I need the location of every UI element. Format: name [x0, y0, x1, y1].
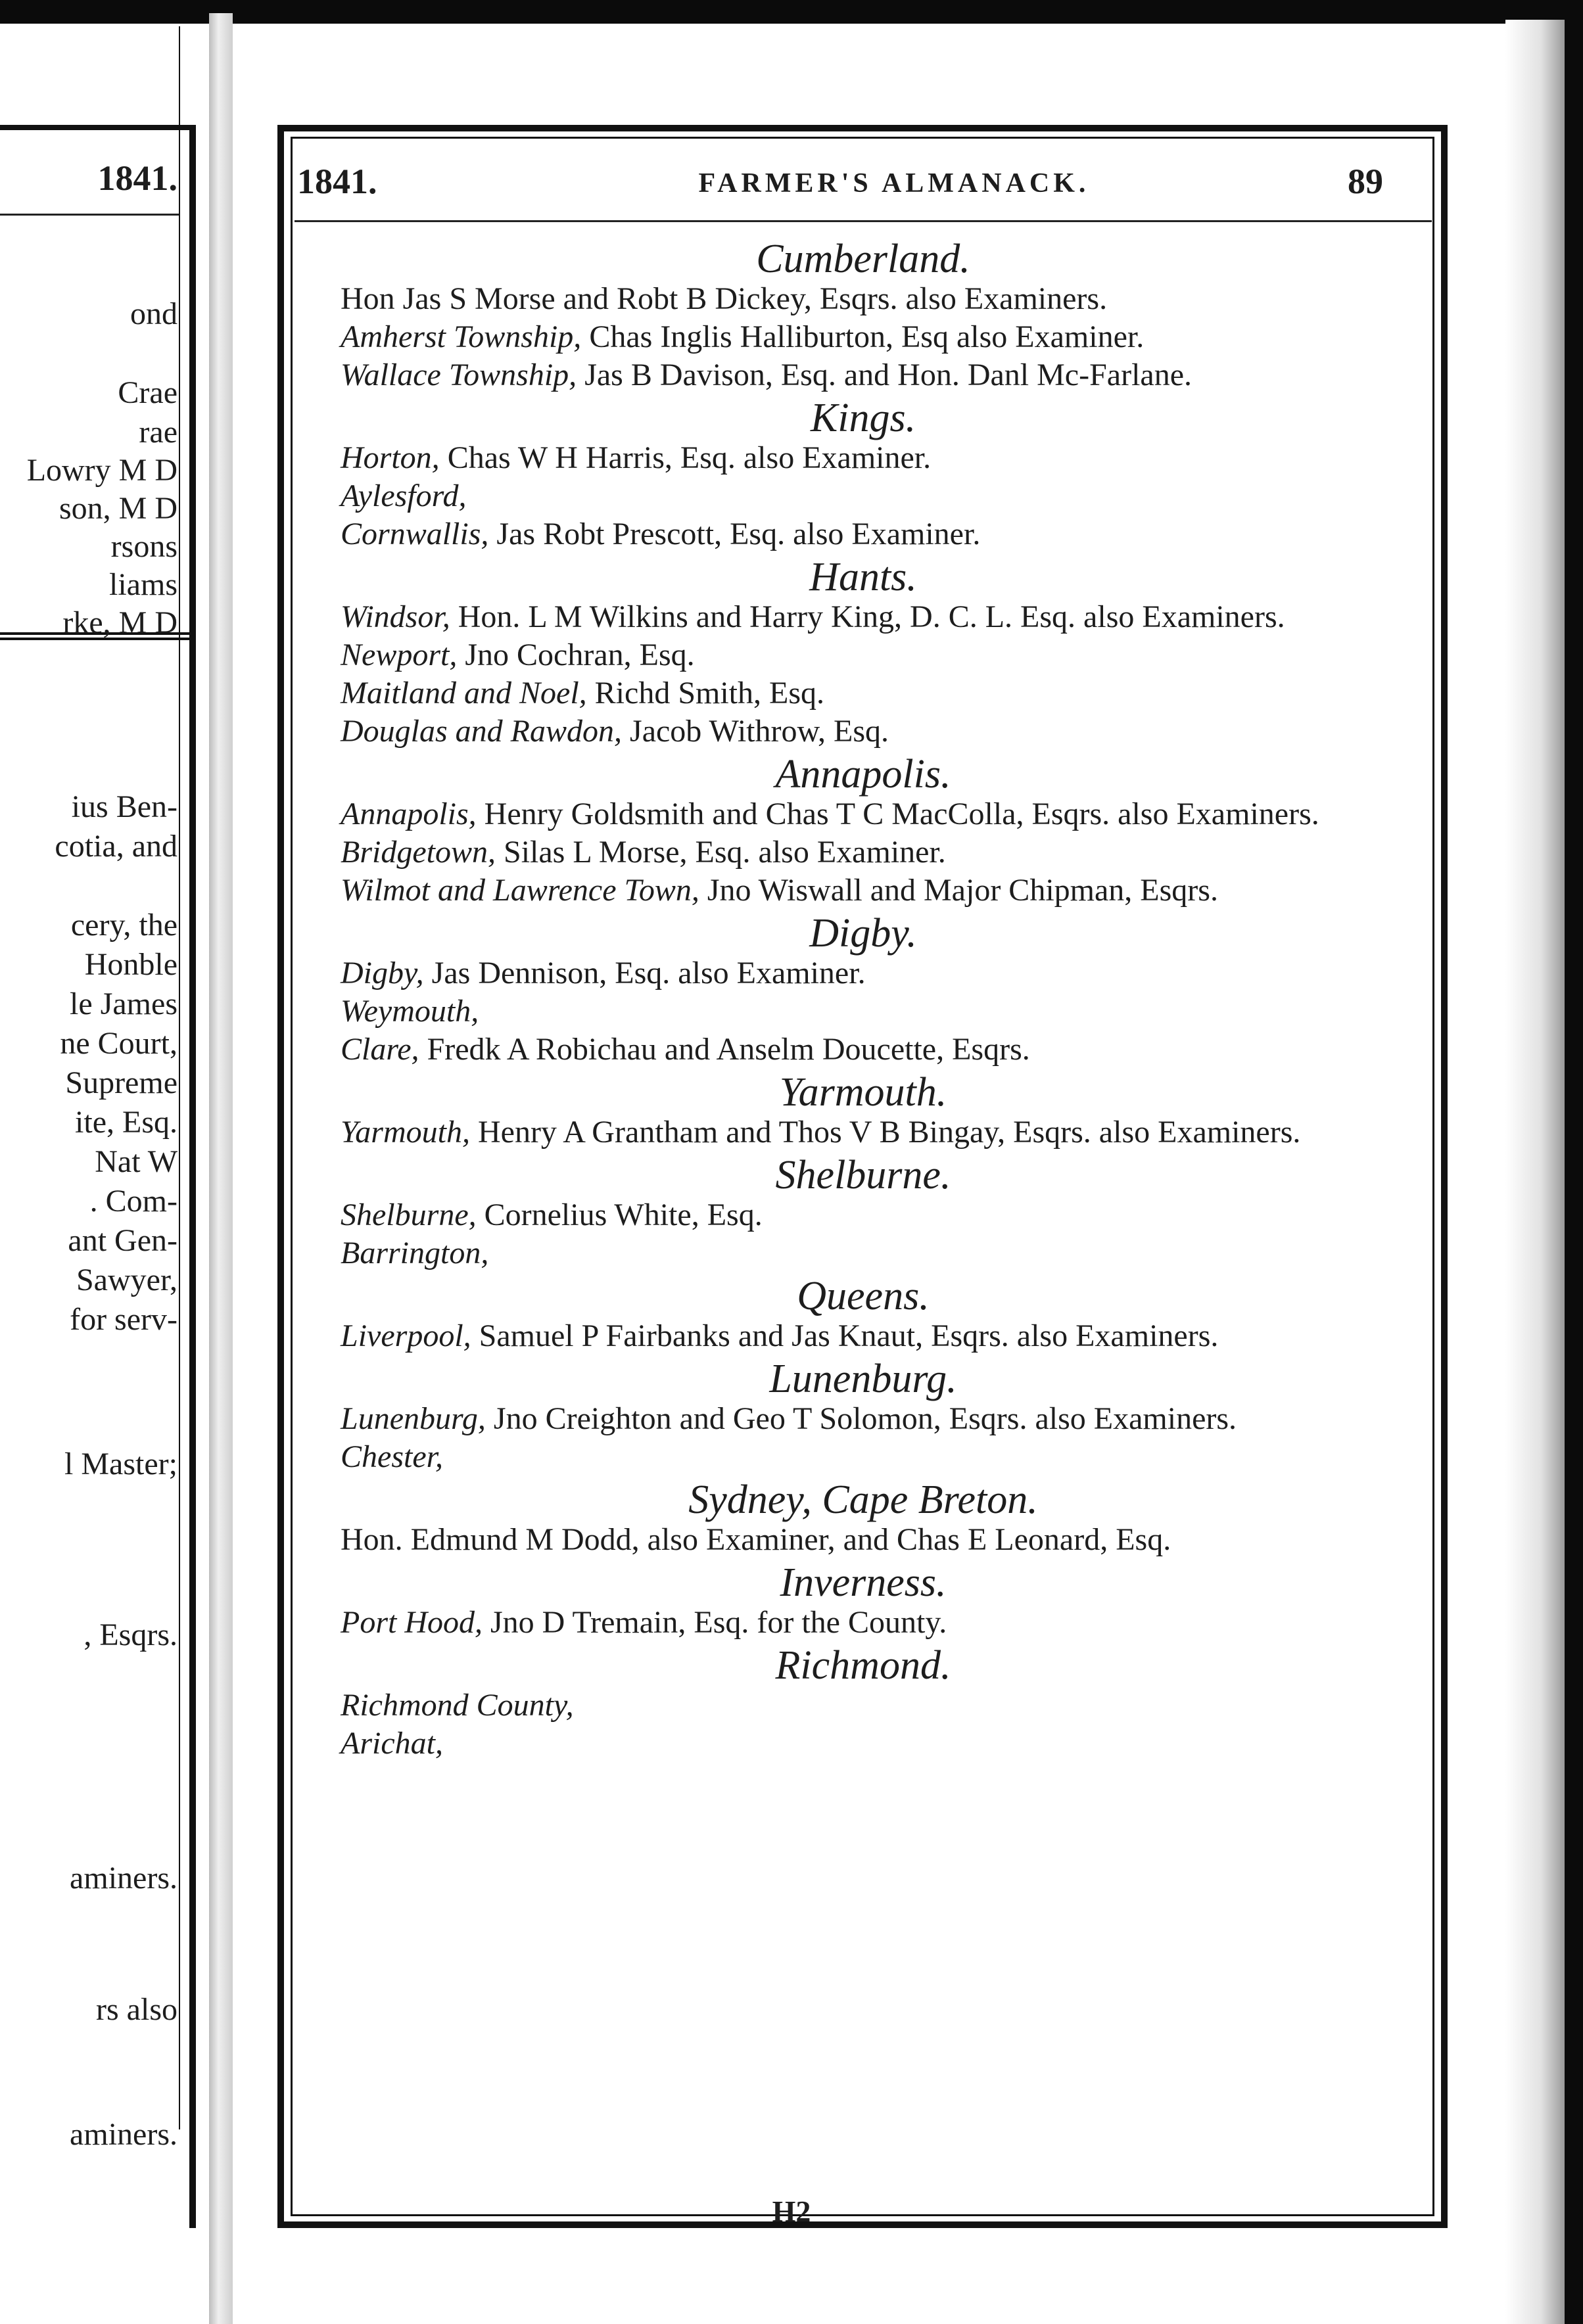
appointee-text: Samuel P Fairbanks and Jas Knaut, Esqrs. also Examiners.: [471, 1318, 1219, 1353]
left-page-year: 1841.: [97, 158, 177, 198]
left-page-line: Sawyer,: [76, 1263, 177, 1297]
appointment-entry: [297, 1031, 1429, 1069]
township-name: Clare,: [341, 1032, 419, 1067]
appointee-text: Jas Dennison, Esq. also Examiner.: [423, 956, 866, 990]
township-name: Yarmouth,: [341, 1115, 470, 1150]
header-year: 1841.: [297, 162, 377, 201]
left-page-line: rae: [139, 415, 177, 450]
appointment-entry: [297, 598, 1429, 636]
appointee-text: Chas W H Harris, Esq. also Examiner.: [439, 440, 932, 475]
appointee-text: Jno Cochran, Esq.: [457, 638, 695, 672]
left-page-line: liams: [109, 567, 177, 602]
appointee-text: Henry Goldsmith and Chas T C MacColla, Esqrs. also Examiners.: [476, 797, 1319, 831]
page-number: 89: [1348, 162, 1383, 201]
township-name: Chester,: [341, 1439, 443, 1474]
appointment-entry: [297, 1317, 1429, 1355]
township-name: Shelburne,: [341, 1197, 477, 1232]
left-page-line: Nat W: [95, 1144, 177, 1179]
left-page-line: le James: [70, 987, 177, 1021]
book-spine: [209, 13, 233, 2324]
county-heading: Digby.: [809, 911, 917, 956]
appointee-text: Fredk A Robichau and Anselm Doucette, Esqrs.: [419, 1032, 1030, 1067]
township-name: Lunenburg,: [341, 1401, 486, 1436]
township-name: Maitland and Noel,: [341, 676, 587, 710]
township-name: Liverpool,: [341, 1318, 471, 1353]
township-name: Arichat,: [341, 1726, 443, 1761]
appointee-text: Silas L Morse, Esq. also Examiner.: [496, 835, 946, 870]
township-name: Weymouth,: [341, 994, 479, 1029]
appointment-entry: [297, 1686, 1429, 1725]
left-page-line: , Esqrs.: [83, 1617, 177, 1652]
left-page-line: for serv-: [70, 1302, 177, 1337]
appointment-entry: [297, 795, 1429, 833]
township-name: Newport,: [341, 638, 458, 672]
left-page-line: l Master;: [64, 1447, 177, 1481]
county-heading: Yarmouth.: [779, 1070, 947, 1115]
appointee-text: Henry A Grantham and Thos V B Bingay, Esqrs. also Examiners.: [469, 1115, 1301, 1150]
appointee-text: Cornelius White, Esq.: [476, 1197, 763, 1232]
appointee-text: Hon. L M Wilkins and Harry King, D. C. L. Esq. also Examiners.: [450, 599, 1285, 634]
left-page-line: aminers.: [70, 1861, 177, 1895]
county-heading: Queens.: [797, 1274, 930, 1318]
township-name: Barrington,: [341, 1236, 489, 1270]
appointee-text: Jno D Tremain, Esq. for the County.: [483, 1605, 947, 1640]
township-name: Port Hood,: [341, 1605, 483, 1640]
appointment-entry: [297, 992, 1429, 1031]
appointment-entry: [297, 318, 1429, 356]
appointment-entry: [297, 833, 1429, 872]
left-page-line: Honble: [84, 947, 177, 982]
appointee-text: Jas B Davison, Esq. and Hon. Danl Mc-Farlane.: [577, 358, 1193, 392]
left-page-line: Supreme: [65, 1065, 177, 1100]
appointee-text: Hon. Edmund M Dodd, also Examiner, and Chas E Leonard, Esq.: [341, 1522, 1171, 1557]
appointment-entry: [297, 674, 1429, 712]
township-name: Windsor,: [341, 599, 450, 634]
left-page-line: ant Gen-: [68, 1223, 177, 1258]
appointment-entry: [297, 1196, 1429, 1234]
appointment-entry: [297, 872, 1429, 910]
left-page-line: . Com-: [89, 1184, 177, 1219]
header-title: FARMER'S ALMANACK.: [698, 168, 1090, 198]
appointment-entry: [297, 515, 1429, 553]
appointment-entry: [297, 1400, 1429, 1438]
scan-border-top: [0, 0, 1583, 24]
left-page-line: ite, Esq.: [75, 1105, 177, 1140]
left-page-header-rule: [0, 214, 179, 216]
left-page-line: ond: [130, 296, 177, 331]
county-heading: Hants.: [809, 555, 917, 599]
appointee-text: Hon Jas S Morse and Robt B Dickey, Esqrs. also Examiners.: [341, 281, 1108, 316]
county-heading: Shelburne.: [775, 1153, 951, 1197]
left-page-line: Lowry M D: [26, 453, 177, 488]
township-name: Amherst Township,: [341, 319, 582, 354]
header-rule: [295, 220, 1432, 222]
almanac-page: [237, 26, 1545, 2300]
township-name: Douglas and Rawdon,: [341, 714, 623, 749]
township-name: Richmond County,: [341, 1688, 574, 1723]
appointment-entry: [297, 280, 1429, 318]
county-heading: Inverness.: [780, 1560, 947, 1605]
left-page-line: rke, M D: [62, 605, 177, 640]
appointee-text: Jno Wiswall and Major Chipman, Esqrs.: [699, 873, 1218, 908]
appointment-entry: [297, 1725, 1429, 1763]
county-heading: Lunenburg.: [769, 1357, 957, 1401]
scan-border-right: [1565, 0, 1583, 2324]
left-page-line: rsons: [110, 529, 177, 564]
county-heading: Richmond.: [775, 1643, 951, 1688]
appointment-entry: [297, 1234, 1429, 1272]
appointment-entry: [297, 356, 1429, 394]
left-page-line: cotia, and: [55, 829, 177, 864]
signature-mark: H2: [772, 2195, 811, 2228]
left-page-fragment: [0, 26, 204, 2300]
appointment-entry: [297, 636, 1429, 674]
county-heading: Kings.: [810, 396, 916, 440]
left-page-line: rs also: [96, 1992, 177, 2027]
appointee-text: Richd Smith, Esq.: [586, 676, 825, 710]
appointment-entry: [297, 1521, 1429, 1559]
township-name: Bridgetown,: [341, 835, 496, 870]
appointment-entry: [297, 954, 1429, 992]
township-name: Digby,: [341, 956, 424, 990]
appointment-entry: [297, 1113, 1429, 1151]
appointment-entry: [297, 477, 1429, 515]
left-page-line: ne Court,: [60, 1026, 177, 1061]
appointee-text: Jacob Withrow, Esq.: [622, 714, 889, 749]
township-name: Cornwallis,: [341, 517, 489, 551]
county-heading: Sydney, Cape Breton.: [688, 1477, 1038, 1522]
appointee-text: Chas Inglis Halliburton, Esq also Examiner.: [581, 319, 1145, 354]
appointee-text: Jno Creighton and Geo T Solomon, Esqrs. also Examiners.: [485, 1401, 1237, 1436]
left-page-line: son, M D: [59, 491, 177, 526]
left-page-line: Crae: [118, 375, 177, 410]
township-name: Horton,: [341, 440, 440, 475]
appointee-text: Jas Robt Prescott, Esq. also Examiner.: [488, 517, 981, 551]
township-name: Annapolis,: [341, 797, 477, 831]
appointment-entry: [297, 1438, 1429, 1476]
appointment-entry: [297, 1604, 1429, 1642]
appointment-entry: [297, 712, 1429, 751]
township-name: Aylesford,: [341, 478, 467, 513]
county-listing: [297, 235, 1429, 1763]
left-page-line: aminers.: [70, 2117, 177, 2152]
appointment-entry: [297, 439, 1429, 477]
township-name: Wallace Township,: [341, 358, 577, 392]
left-page-line: cery, the: [70, 908, 177, 942]
county-heading: Cumberland.: [756, 237, 970, 281]
county-heading: Annapolis.: [775, 752, 951, 797]
township-name: Wilmot and Lawrence Town,: [341, 873, 699, 908]
left-page-line: ius Ben-: [71, 789, 177, 824]
